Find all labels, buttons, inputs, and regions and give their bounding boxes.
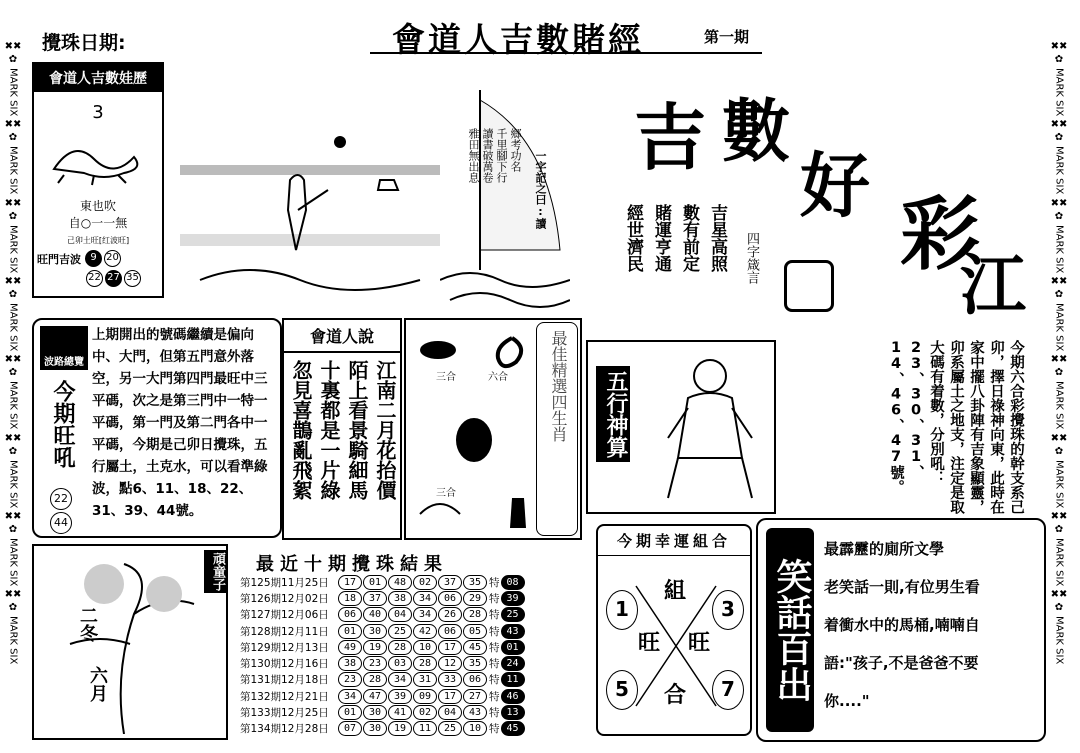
zodiac-label: 三合 bbox=[436, 372, 456, 383]
result-ball: 26 bbox=[438, 607, 462, 622]
result-ball: 35 bbox=[463, 656, 487, 671]
lucky-number: 22 bbox=[86, 270, 103, 287]
headline-char: 吉 bbox=[634, 95, 707, 180]
results-date: 第127期12月06日 bbox=[240, 609, 329, 622]
result-ball: 28 bbox=[388, 640, 412, 655]
results-date: 第133期12月25日 bbox=[240, 707, 329, 720]
joke-line: 着衝水中的馬桶,喃喃自 bbox=[824, 616, 980, 634]
result-ball: 30 bbox=[363, 721, 387, 736]
result-ball: 06 bbox=[463, 672, 487, 687]
result-ball: 18 bbox=[338, 591, 362, 606]
lucky-number: 27 bbox=[105, 270, 122, 287]
lucky-number-circle: 3 bbox=[712, 590, 744, 630]
motto-column: 賭運亨通 bbox=[651, 204, 671, 272]
zodiac-animals-illustration bbox=[416, 328, 534, 528]
saying-line: 陌上看景騎細馬 bbox=[345, 360, 369, 500]
results-row bbox=[240, 607, 580, 623]
hot-number: 22 bbox=[50, 488, 72, 510]
result-ball: 02 bbox=[413, 575, 437, 590]
result-ball: 37 bbox=[363, 591, 387, 606]
zodiac-label: 六合 bbox=[488, 372, 508, 383]
result-ball: 05 bbox=[463, 624, 487, 639]
saying-box bbox=[282, 318, 402, 540]
result-ball: 10 bbox=[413, 640, 437, 655]
special-label: 特 bbox=[489, 707, 500, 720]
dragon-illustration bbox=[34, 129, 162, 191]
joke-headline: 最霹靂的廁所文學 bbox=[824, 540, 945, 558]
special-label: 特 bbox=[489, 690, 500, 703]
result-ball: 34 bbox=[338, 689, 362, 704]
analysis-text: 今期六合彩攪珠的幹支系己卯，擇日祿神向東，此時在家中擺八卦陣有吉象顯靈，卯系屬土之地支，注定是取大碼有着數，分別吼：23、30、31、14、46、47號。 bbox=[888, 340, 1024, 514]
special-ball: 43 bbox=[501, 624, 525, 639]
joke-box bbox=[756, 518, 1046, 742]
poem-column: 讀書破萬卷 bbox=[481, 128, 494, 183]
result-ball: 17 bbox=[438, 689, 462, 704]
special-label: 特 bbox=[489, 723, 500, 736]
lucky-char: 組 bbox=[664, 579, 687, 604]
results-row bbox=[240, 623, 580, 639]
result-ball: 30 bbox=[363, 705, 387, 720]
result-ball: 19 bbox=[363, 640, 387, 655]
result-ball: 03 bbox=[388, 656, 412, 671]
poem-column: 鄉考功名 bbox=[509, 128, 522, 172]
result-ball: 43 bbox=[463, 705, 487, 720]
wave-analysis-text: 上期開出的號碼繼續是偏向中、大門，但第五門意外落空，另一大門第四門最旺中三平碼，次之是第三門中一特一平碼，第一門及第二門各中一平碼，今期是己卯日攪珠，五行屬土，土克水，可以看準綠波，點6、11、18、22、31、39、44號。 bbox=[92, 327, 268, 519]
special-label: 特 bbox=[489, 592, 500, 605]
special-ball: 11 bbox=[501, 672, 525, 687]
child-text: 六月 bbox=[87, 666, 108, 702]
result-ball: 01 bbox=[338, 705, 362, 720]
result-ball: 17 bbox=[438, 640, 462, 655]
lucky-wave-row-2 bbox=[34, 270, 162, 287]
zodiac-label: 三合 bbox=[436, 488, 456, 499]
tree-painting-illustration bbox=[44, 554, 204, 734]
special-label: 特 bbox=[489, 641, 500, 654]
results-row bbox=[240, 704, 580, 720]
special-label: 特 bbox=[489, 674, 500, 687]
headline-char: 好 bbox=[800, 144, 870, 227]
result-ball: 34 bbox=[413, 591, 437, 606]
special-ball: 13 bbox=[501, 705, 525, 720]
result-ball: 30 bbox=[363, 624, 387, 639]
results-row bbox=[240, 688, 580, 704]
result-ball: 35 bbox=[463, 575, 487, 590]
results-date: 第129期12月13日 bbox=[240, 641, 329, 654]
result-ball: 33 bbox=[438, 672, 462, 687]
motto-column: 經世濟民 bbox=[623, 204, 643, 272]
lucky-number-circle: 7 bbox=[712, 670, 744, 710]
calendar-title: 會道人吉數娃歷 bbox=[34, 64, 162, 92]
poem-label: 一字記之曰:讀 bbox=[534, 150, 547, 229]
result-ball: 38 bbox=[338, 656, 362, 671]
page-title: 會道人吉數賭經 bbox=[392, 20, 644, 59]
poem-column: 千里腳下行 bbox=[495, 128, 508, 183]
special-ball: 45 bbox=[501, 721, 525, 736]
five-elements-box bbox=[586, 340, 776, 514]
lucky-number-circle: 1 bbox=[606, 590, 638, 630]
results-date: 第128期12月11日 bbox=[240, 625, 329, 638]
result-ball: 39 bbox=[388, 689, 412, 704]
special-ball: 39 bbox=[501, 591, 525, 606]
calendar-number: 3 bbox=[92, 102, 104, 123]
child-badge: 頑童子 bbox=[204, 550, 226, 593]
result-ball: 45 bbox=[463, 640, 487, 655]
saying-line: 江南二月花抬價 bbox=[373, 360, 397, 500]
special-label: 特 bbox=[489, 658, 500, 671]
lucky-char: 合 bbox=[664, 683, 687, 708]
wave-analysis-box bbox=[32, 318, 282, 538]
special-ball: 01 bbox=[501, 640, 525, 655]
result-ball: 06 bbox=[438, 624, 462, 639]
result-ball: 28 bbox=[463, 607, 487, 622]
zodiac-side-text: 最佳精選四生肖 bbox=[549, 330, 568, 442]
results-date: 第132期12月21日 bbox=[240, 690, 329, 703]
result-ball: 23 bbox=[338, 672, 362, 687]
result-ball: 28 bbox=[413, 656, 437, 671]
results-date: 第131期12月18日 bbox=[240, 674, 329, 687]
result-ball: 06 bbox=[438, 591, 462, 606]
saying-title: 會道人說 bbox=[284, 320, 400, 353]
results-row bbox=[240, 639, 580, 655]
results-date: 第134期12月28日 bbox=[240, 723, 329, 736]
special-ball: 25 bbox=[501, 607, 525, 622]
result-ball: 37 bbox=[438, 575, 462, 590]
special-ball: 24 bbox=[501, 656, 525, 671]
results-title: 最近十期攪珠結果 bbox=[256, 554, 448, 575]
wave-badge: 波路總覽 bbox=[40, 326, 88, 370]
result-ball: 40 bbox=[363, 607, 387, 622]
result-ball: 17 bbox=[338, 575, 362, 590]
left-sidebar-ornament: ✖✖ ✿ MARK SIX ✖✖ ✿ MARK SIX ✖✖ ✿ MARK SIX ✖✖ ✿ MARK SIX ✖✖ ✿ MARK SIX ✖✖ ✿ MARK SIX ✖✖ ✿ MARK SIX ✖✖ ✿ MARK SIX bbox=[4, 41, 22, 665]
result-ball: 48 bbox=[388, 575, 412, 590]
result-ball: 01 bbox=[338, 624, 362, 639]
result-ball: 09 bbox=[413, 689, 437, 704]
results-table bbox=[240, 574, 580, 737]
result-ball: 34 bbox=[388, 672, 412, 687]
headline-side: 四字箴言 bbox=[744, 232, 759, 284]
result-ball: 38 bbox=[388, 591, 412, 606]
saying-line: 十裏都是一片綠 bbox=[317, 360, 341, 500]
special-ball: 08 bbox=[501, 575, 525, 590]
result-ball: 41 bbox=[388, 705, 412, 720]
lucky-combo-title: 今期幸運組合 bbox=[598, 526, 750, 556]
child-painting-box bbox=[32, 544, 228, 740]
result-ball: 42 bbox=[413, 624, 437, 639]
motto-column: 數有前定 bbox=[679, 204, 699, 272]
lucky-char: 旺 bbox=[688, 631, 711, 656]
scholar-landscape-illustration bbox=[180, 120, 440, 300]
result-ball: 11 bbox=[413, 721, 437, 736]
poem-column: 雅田無出息 bbox=[467, 128, 480, 183]
results-row bbox=[240, 590, 580, 606]
title-underline bbox=[370, 52, 762, 54]
lucky-wave-row bbox=[34, 250, 162, 267]
result-ball: 12 bbox=[438, 656, 462, 671]
result-ball: 28 bbox=[363, 672, 387, 687]
analysis-text-block bbox=[786, 340, 1026, 520]
results-date: 第125期11月25日 bbox=[240, 576, 329, 589]
result-ball: 29 bbox=[463, 591, 487, 606]
lucky-char: 旺 bbox=[638, 631, 661, 656]
result-ball: 34 bbox=[413, 607, 437, 622]
joke-line: 你...." bbox=[824, 692, 870, 710]
result-ball: 23 bbox=[363, 656, 387, 671]
hot-this-period: 今期旺吼 bbox=[50, 380, 75, 468]
lucky-wave-label: 旺門吉波 bbox=[37, 252, 81, 266]
result-ball: 04 bbox=[438, 705, 462, 720]
results-row bbox=[240, 574, 580, 590]
motto-column: 吉星高照 bbox=[707, 204, 727, 272]
lucky-combo-box bbox=[596, 524, 752, 736]
lucky-number: 9 bbox=[85, 250, 102, 267]
joke-badge: 笑話百出 bbox=[766, 528, 814, 732]
special-label: 特 bbox=[489, 609, 500, 622]
headline-char: 彩 bbox=[900, 187, 980, 281]
child-text: 二冬 bbox=[77, 606, 98, 642]
calendar-box bbox=[32, 62, 164, 298]
saying-line: 忽見喜鵲亂飛絮 bbox=[289, 360, 313, 500]
results-row bbox=[240, 721, 580, 737]
special-label: 特 bbox=[489, 625, 500, 638]
result-ball: 10 bbox=[463, 721, 487, 736]
calendar-caption-mid: 自○一一無 bbox=[68, 216, 128, 230]
special-ball: 46 bbox=[501, 689, 525, 704]
result-ball: 25 bbox=[438, 721, 462, 736]
result-ball: 02 bbox=[413, 705, 437, 720]
result-ball: 19 bbox=[388, 721, 412, 736]
result-ball: 25 bbox=[388, 624, 412, 639]
lucky-number: 35 bbox=[124, 270, 141, 287]
joke-line: 語:"孩子,不是爸爸不要 bbox=[824, 654, 979, 672]
hot-number: 44 bbox=[50, 512, 72, 534]
zodiac-box bbox=[404, 318, 582, 540]
calendar-caption-small: 己卯土旺[红波旺] bbox=[66, 236, 130, 245]
calendar-caption-top: 東也吹 bbox=[79, 199, 116, 213]
results-date: 第126期12月02日 bbox=[240, 592, 329, 605]
results-date: 第130期12月16日 bbox=[240, 658, 329, 671]
lucky-number: 20 bbox=[104, 250, 121, 267]
headline-char: 數 bbox=[722, 92, 791, 172]
result-ball: 01 bbox=[363, 575, 387, 590]
result-ball: 07 bbox=[338, 721, 362, 736]
seal-stamp bbox=[784, 260, 834, 312]
right-sidebar-ornament: ✖✖ ✿ MARK SIX ✖✖ ✿ MARK SIX ✖✖ ✿ MARK SIX ✖✖ ✿ MARK SIX ✖✖ ✿ MARK SIX ✖✖ ✿ MARK SIX ✖✖ ✿ MARK SIX ✖✖ ✿ MARK SIX bbox=[1050, 41, 1068, 665]
result-ball: 27 bbox=[463, 689, 487, 704]
draw-date-label: 攪珠日期: bbox=[42, 32, 126, 54]
result-ball: 04 bbox=[388, 607, 412, 622]
result-ball: 47 bbox=[363, 689, 387, 704]
result-ball: 31 bbox=[413, 672, 437, 687]
result-ball: 49 bbox=[338, 640, 362, 655]
results-row bbox=[240, 672, 580, 688]
headline-char: 江 bbox=[960, 246, 1026, 324]
result-ball: 06 bbox=[338, 607, 362, 622]
special-label: 特 bbox=[489, 576, 500, 589]
results-row bbox=[240, 655, 580, 671]
issue-number: 第一期 bbox=[704, 28, 750, 46]
lucky-number-circle: 5 bbox=[606, 670, 638, 710]
deity-illustration bbox=[648, 348, 772, 508]
joke-line: 老笑話一則,有位男生看 bbox=[824, 578, 980, 596]
five-elements-title: 五行神算 bbox=[596, 366, 630, 462]
